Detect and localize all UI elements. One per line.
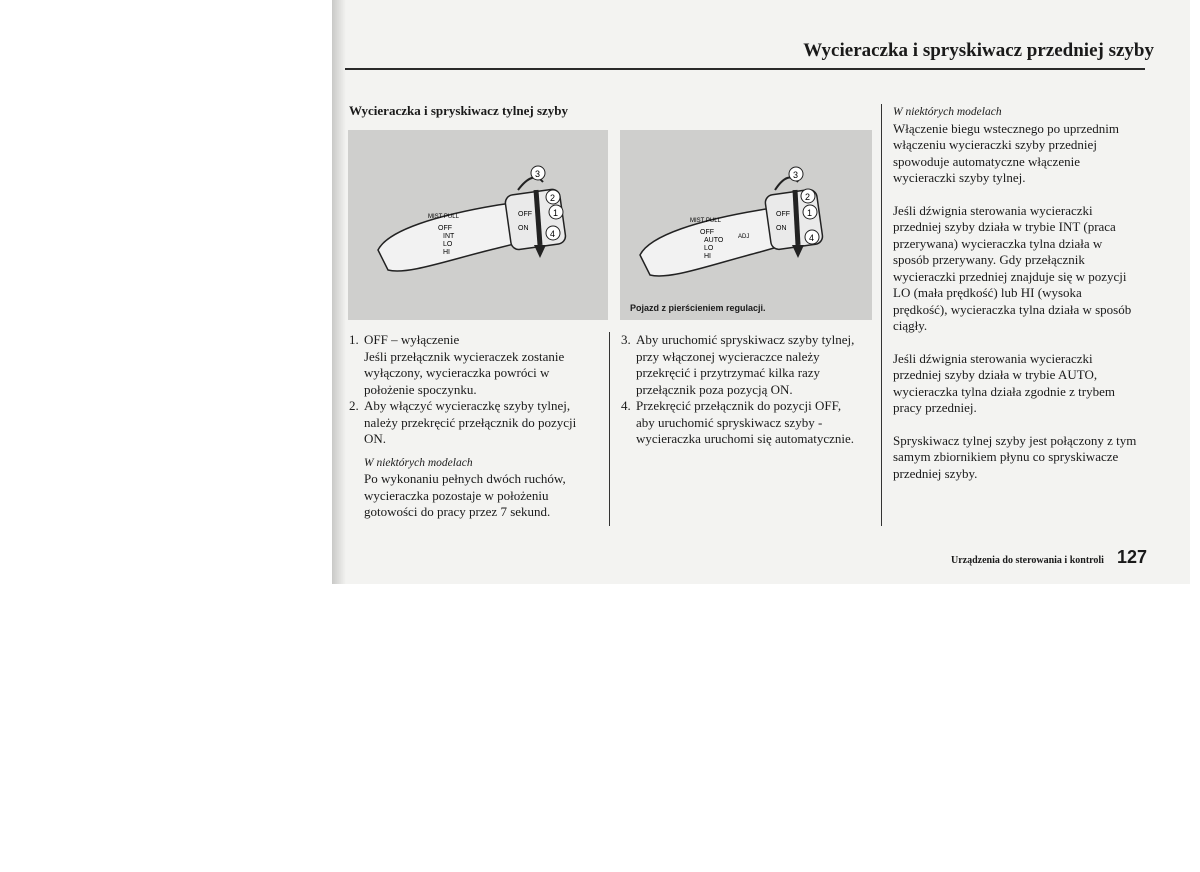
label-off: OFF [700,229,714,236]
label-hi: HI [704,253,711,260]
callout-4: 4 [809,233,815,243]
label-rear-off: OFF [776,211,790,218]
text-line: ciągły. [893,318,928,333]
text-line: gotowości do pracy przez 7 sekund. [364,504,551,519]
item-number: 1. [349,332,359,347]
paragraph [893,121,1151,187]
note-label: W niektórych modelach [893,106,1002,118]
item-number: 3. [621,332,631,347]
text-line: przedniej szyby. [893,465,978,481]
page-spine-shadow [332,0,346,584]
text-line: przy włączonej wycieraczce należy [636,348,820,364]
text-line: Przekręcić przełącznik do pozycji OFF, [636,398,842,413]
label-off: OFF [438,225,452,232]
label-auto: AUTO [704,237,724,244]
text-line: Spryskiwacz tylnej szyby jest połączony z tym [893,432,1137,448]
wiper-lever-figure-1 [348,130,608,320]
text-line: OFF – wyłączenie [364,332,460,347]
text-line: przekręcić i przytrzymać kilka razy [636,365,821,380]
callout-2: 2 [550,193,556,203]
text-line: przerywana) wycieraczka tylna działa w [893,235,1103,251]
text-line: Aby uruchomić spryskiwacz szyby tylnej, [636,332,855,347]
callout-2: 2 [805,192,811,202]
callout-1: 1 [553,208,559,218]
text-line: samym zbiornikiem płynu co spryskiwacze [893,449,1119,464]
text-line: wyłączony, wycieraczka powróci w [364,365,550,380]
text-line: wycieraczki szyby tylnej. [893,170,1026,185]
text-line: Jeśli dźwignia sterowania wycieraczki [893,202,1093,218]
label-hi: HI [443,249,450,256]
page-number: 127 [1117,547,1148,567]
text-line: pracy przedniej. [893,400,977,415]
callout-4: 4 [550,229,556,239]
column-divider [881,104,882,526]
text-line: należy przekręcić przełącznik do pozycji [364,414,577,430]
item-number: 4. [621,398,631,413]
label-int: INT [443,233,455,240]
text-line: przedniej szyby działa w trybie INT (praca [893,219,1116,234]
text-line: ON. [364,431,387,446]
label-rear-on: ON [776,225,787,232]
text-line: przełącznik poza pozycją ON. [636,381,793,397]
page-title: Wycieraczka i spryskiwacz przedniej szyby [803,40,1154,61]
figure-caption: Pojazd z pierścieniem regulacji. [630,303,766,313]
text-column-3 [893,104,1151,498]
text-line: prędkość), wycieraczka tylna działa w sposób [893,301,1132,317]
label-mist-pull: MIST PULL [690,218,721,224]
text-line: aby uruchomić spryskiwacz szyby - [636,414,823,430]
paragraph [893,203,1151,335]
text-line: Po wykonaniu pełnych dwóch ruchów, [364,471,566,486]
text-line: LO (mała prędkość) lub HI (wysoka [893,285,1082,300]
label-mist-pull: MIST PULL [428,214,459,220]
note-label: W niektórych modelach [364,456,473,469]
wiper-lever-figure-2 [620,130,872,320]
text-line: wycieraczka tylna działa zgodnie z trybem [893,383,1115,399]
text-line: wycieraczka pozostaje w położeniu [364,487,549,503]
list-item [349,398,599,521]
paragraph [893,433,1151,483]
text-line: Jeśli dźwignia sterowania wycieraczki [893,350,1093,366]
text-line: położenie spoczynku. [364,381,477,397]
label-rear-on: ON [518,225,529,232]
list-item [621,398,873,448]
text-line: Aby włączyć wycieraczkę szyby tylnej, [364,398,571,413]
column-divider [609,332,610,526]
text-column-1 [349,332,599,521]
section-title: Wycieraczka i spryskiwacz tylnej szyby [349,103,569,118]
text-line: spowoduje automatyczne włączenie [893,153,1080,169]
list-item [349,332,599,398]
label-rear-off: OFF [518,211,532,218]
text-line: Jeśli przełącznik wycieraczek zostanie [364,348,565,364]
text-column-2 [621,332,873,448]
label-lo: LO [704,245,714,252]
text-line: Włączenie biegu wstecznego po uprzednim [893,120,1119,136]
callout-3: 3 [535,169,541,179]
footer-section-label: Urządzenia do sterowania i kontroli [951,555,1104,566]
item-number: 2. [349,398,359,413]
text-line: wycieraczka uruchomi się automatycznie. [636,431,855,446]
text-line: sposób przerywany. Gdy przełącznik [893,252,1085,267]
text-line: przedniej szyby działa w trybie AUTO, [893,367,1098,382]
callout-1: 1 [807,208,813,218]
callout-3: 3 [793,170,799,180]
list-item [621,332,873,398]
label-lo: LO [443,241,453,248]
title-rule [345,68,1145,70]
label-adj: ADJ [738,234,750,240]
text-line: wycieraczki przedniej znajduje się w pozycji [893,268,1127,284]
paragraph [893,351,1151,417]
text-line: włączeniu wycieraczki szyby przedniej [893,137,1097,152]
